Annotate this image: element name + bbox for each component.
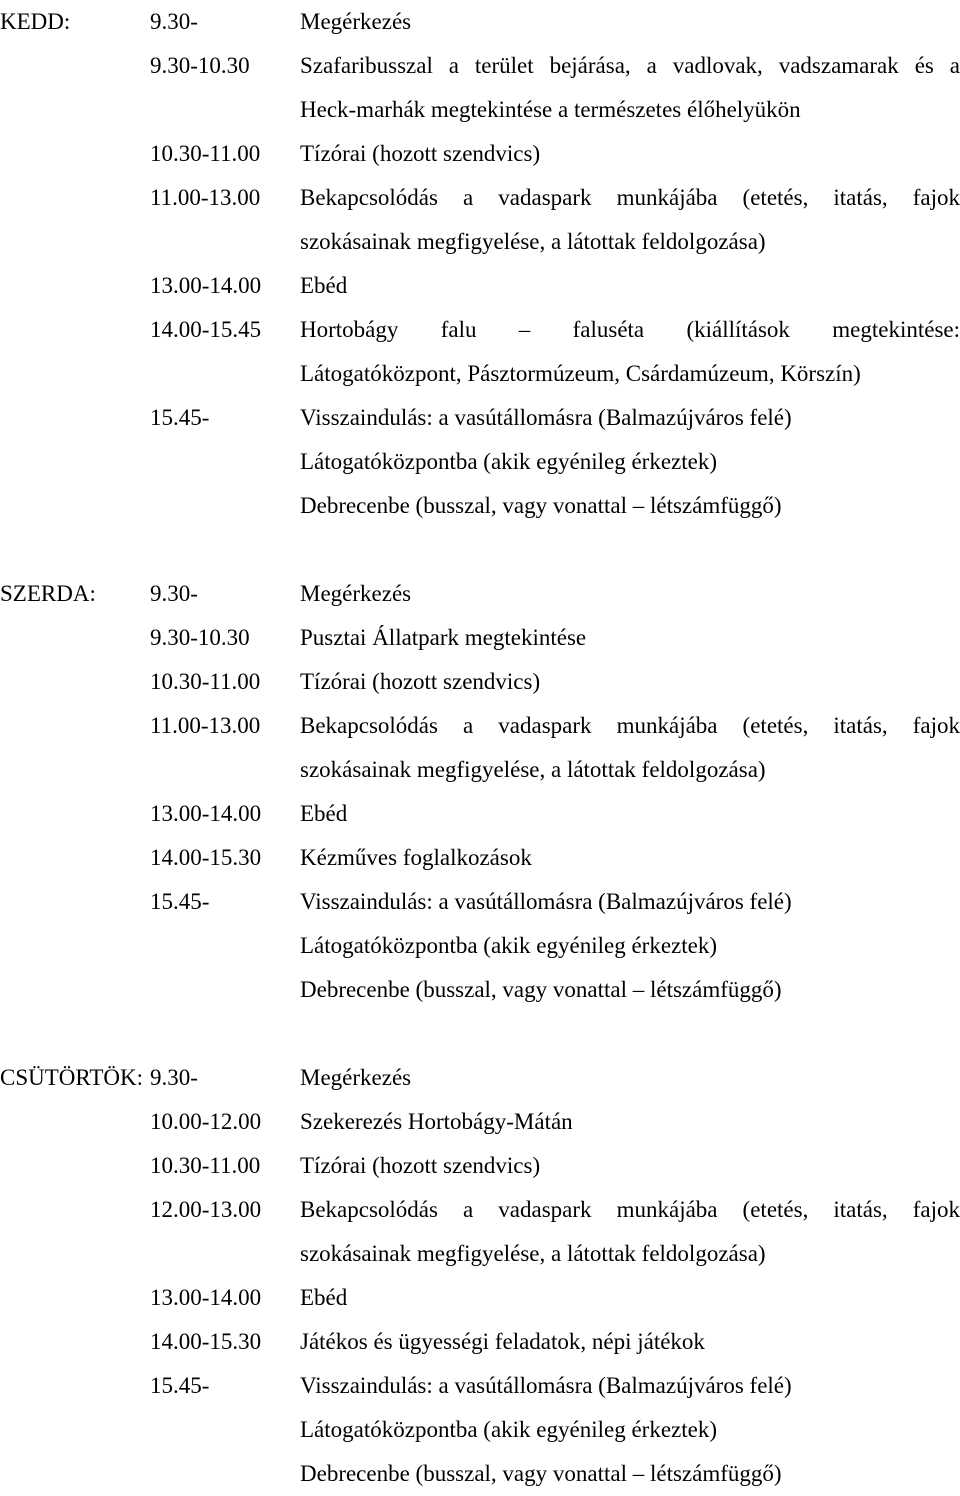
schedule-entry bbox=[0, 176, 960, 264]
schedule-entry bbox=[0, 1320, 960, 1364]
entry-time: 9.30- bbox=[150, 581, 198, 606]
description-line: Debrecenbe (busszal, vagy vonattal – létszámfüggő) bbox=[300, 977, 782, 1002]
schedule-entry bbox=[0, 308, 960, 396]
description-line: Visszaindulás: a vasútállomásra (Balmazújváros felé) bbox=[300, 405, 792, 430]
entry-description bbox=[300, 176, 960, 264]
entry-time: 13.00-14.00 bbox=[150, 801, 262, 826]
description-line: Bekapcsolódás a vadaspark munkájába (etetés, itatás, fajok bbox=[300, 1197, 960, 1222]
entry-time: 15.45- bbox=[150, 405, 210, 430]
schedule-entry bbox=[0, 880, 960, 1012]
entry-description bbox=[300, 44, 960, 132]
schedule-entry bbox=[0, 1188, 960, 1276]
entry-time: 14.00-15.30 bbox=[150, 1329, 262, 1354]
description-line: Heck-marhák megtekintése a természetes élőhelyükön bbox=[300, 97, 801, 122]
description-line: Debrecenbe (busszal, vagy vonattal – létszámfüggő) bbox=[300, 493, 782, 518]
description-line: Megérkezés bbox=[300, 581, 412, 606]
description-line: Ebéd bbox=[300, 801, 348, 826]
schedule-entry bbox=[0, 264, 960, 308]
description-line: Szekerezés Hortobágy-Mátán bbox=[300, 1109, 573, 1134]
entry-description bbox=[300, 660, 960, 704]
description-line: Látogatóközpontba (akik egyénileg érkeztek) bbox=[300, 449, 718, 474]
description-line: Tízórai (hozott szendvics) bbox=[300, 141, 541, 166]
description-line: Kézműves foglalkozások bbox=[300, 845, 532, 870]
description-line: Látogatóközpontba (akik egyénileg érkeztek) bbox=[300, 1417, 718, 1442]
entry-description bbox=[300, 1100, 960, 1144]
day-section bbox=[0, 572, 960, 1012]
day-label: CSÜTÖRTÖK: bbox=[0, 1065, 144, 1090]
entry-time: 13.00-14.00 bbox=[150, 1285, 262, 1310]
entry-time: 10.00-12.00 bbox=[150, 1109, 262, 1134]
day-section bbox=[0, 0, 960, 528]
entry-description bbox=[300, 264, 960, 308]
description-line: Játékos és ügyességi feladatok, népi játékok bbox=[300, 1329, 705, 1354]
entry-time: 9.30- bbox=[150, 1065, 198, 1090]
entry-time: 14.00-15.45 bbox=[150, 317, 262, 342]
description-line: Hortobágy falu – faluséta (kiállítások megtekintése: bbox=[300, 317, 960, 342]
entry-time: 10.30-11.00 bbox=[150, 141, 261, 166]
entry-time: 10.30-11.00 bbox=[150, 669, 261, 694]
description-line: Látogatóközpont, Pásztormúzeum, Csárdamúzeum, Körszín) bbox=[300, 361, 861, 386]
schedule-entry bbox=[0, 1144, 960, 1188]
schedule-entry bbox=[0, 132, 960, 176]
schedule-entry bbox=[0, 0, 960, 44]
description-line: Debrecenbe (busszal, vagy vonattal – létszámfüggő) bbox=[300, 1461, 782, 1486]
description-line: Ebéd bbox=[300, 1285, 348, 1310]
entry-description bbox=[300, 1276, 960, 1320]
description-line: Visszaindulás: a vasútállomásra (Balmazújváros felé) bbox=[300, 889, 792, 914]
entry-time: 10.30-11.00 bbox=[150, 1153, 261, 1178]
entry-time: 9.30-10.30 bbox=[150, 53, 250, 78]
entry-description bbox=[300, 1188, 960, 1276]
description-line: Ebéd bbox=[300, 273, 348, 298]
entry-time: 12.00-13.00 bbox=[150, 1197, 262, 1222]
entry-description bbox=[300, 308, 960, 396]
entry-time: 14.00-15.30 bbox=[150, 845, 262, 870]
entry-description bbox=[300, 572, 960, 616]
schedule-entry bbox=[0, 660, 960, 704]
entry-time: 9.30-10.30 bbox=[150, 625, 250, 650]
description-line: Tízórai (hozott szendvics) bbox=[300, 669, 541, 694]
description-line: Visszaindulás: a vasútállomásra (Balmazújváros felé) bbox=[300, 1373, 792, 1398]
schedule-entry bbox=[0, 1276, 960, 1320]
schedule-entry bbox=[0, 396, 960, 528]
day-label: SZERDA: bbox=[0, 581, 96, 606]
description-line: Megérkezés bbox=[300, 1065, 412, 1090]
entry-description bbox=[300, 0, 960, 44]
schedule-entry bbox=[0, 704, 960, 792]
schedule-entry bbox=[0, 836, 960, 880]
description-line: szokásainak megfigyelése, a látottak feldolgozása) bbox=[300, 757, 766, 782]
schedule-entry bbox=[0, 792, 960, 836]
entry-description bbox=[300, 1056, 960, 1100]
description-line: Megérkezés bbox=[300, 9, 412, 34]
entry-time: 15.45- bbox=[150, 1373, 210, 1398]
entry-description bbox=[300, 396, 960, 528]
day-label: KEDD: bbox=[0, 9, 71, 34]
entry-time: 13.00-14.00 bbox=[150, 273, 262, 298]
description-line: Szafaribusszal a terület bejárása, a vadlovak, vadszamarak és a bbox=[300, 53, 960, 78]
description-line: Tízórai (hozott szendvics) bbox=[300, 1153, 541, 1178]
day-section bbox=[0, 1056, 960, 1496]
schedule-entry bbox=[0, 1056, 960, 1100]
entry-time: 11.00-13.00 bbox=[150, 185, 261, 210]
entry-description bbox=[300, 1320, 960, 1364]
description-line: szokásainak megfigyelése, a látottak feldolgozása) bbox=[300, 1241, 766, 1266]
schedule-entry bbox=[0, 616, 960, 660]
entry-description bbox=[300, 704, 960, 792]
description-line: Látogatóközpontba (akik egyénileg érkeztek) bbox=[300, 933, 718, 958]
schedule-entry bbox=[0, 44, 960, 132]
entry-description bbox=[300, 792, 960, 836]
entry-time: 11.00-13.00 bbox=[150, 713, 261, 738]
entry-time: 15.45- bbox=[150, 889, 210, 914]
description-line: szokásainak megfigyelése, a látottak feldolgozása) bbox=[300, 229, 766, 254]
schedule-entry bbox=[0, 1364, 960, 1496]
entry-time: 9.30- bbox=[150, 9, 198, 34]
entry-description bbox=[300, 616, 960, 660]
entry-description bbox=[300, 1144, 960, 1188]
description-line: Bekapcsolódás a vadaspark munkájába (etetés, itatás, fajok bbox=[300, 185, 960, 210]
description-line: Bekapcsolódás a vadaspark munkájába (etetés, itatás, fajok bbox=[300, 713, 960, 738]
entry-description bbox=[300, 132, 960, 176]
entry-description bbox=[300, 836, 960, 880]
schedule-entry bbox=[0, 572, 960, 616]
schedule-entry bbox=[0, 1100, 960, 1144]
entry-description bbox=[300, 880, 960, 1012]
description-line: Pusztai Állatpark megtekintése bbox=[300, 625, 587, 650]
entry-description bbox=[300, 1364, 960, 1496]
